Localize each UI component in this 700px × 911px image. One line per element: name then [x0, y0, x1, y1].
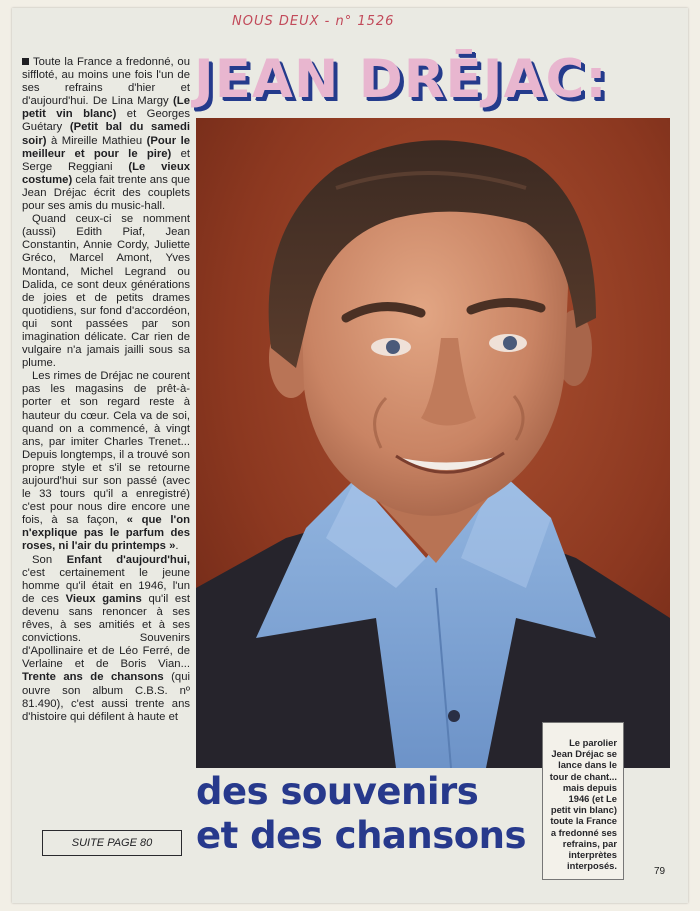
paragraph-2: Quand ceux-ci se nomment (aussi) Edith Piaf, Jean Constantin, Annie Cordy, Juliette Gréco, Marcel Amont, Yves Montand, Michel Legrand ou Dalida, ce sont deux générations de joies et de petits drames quotidiens, sur fond d'accordéon, qui sont passées par son imagination délicate. Car rien de vulgaire n'a jamais jailli sous sa plume.: [22, 213, 190, 370]
portrait-photo: [196, 118, 670, 768]
photo-caption: Le parolier Jean Dréjac se lance dans le tour de chant... mais depuis 1946 (et Le petit vin blanc) toute la France a fredonné ses refrains, par interprètes interposés.: [542, 722, 624, 880]
song-title: Trente ans de chansons: [22, 671, 164, 684]
song-title: Enfant d'aujourd'hui,: [66, 553, 190, 566]
song-title: (Petit bal du samedi soir): [22, 121, 190, 147]
text: Son: [32, 553, 67, 566]
portrait-illustration: [196, 118, 670, 768]
paragraph-4: [22, 554, 190, 724]
text: et Serge Reggiani: [22, 147, 190, 173]
text: qu'il est devenu sans renoncer à ses rêves, à ses amitiés et à ses convictions. Souvenirs d'Apollinaire et de Léo Ferré, de Verlaine et de Boris Vian...: [22, 592, 190, 671]
text: Les rimes de Dréjac ne courent pas les magasins de prêt-à-porter et son regard reste à hauteur du cœur. Cela va de soi, quand on a commencé, à vingt ans, par imiter Charles Trenet... Depuis longtemps, il a trouvé son propre style et s'il se retourne aujourd'hui sur son passé (avec le 33 tours qu'il a enregistré) c'est pour nous dire encore une fois, à sa façon,: [22, 370, 190, 527]
handwritten-note: NOUS DEUX - n° 1526: [232, 14, 395, 29]
text: c'est certainement le jeune homme qu'il était en 1946, l'un de ces: [22, 566, 190, 605]
text: (qui ouvre son album C.B.S. nº 81.490), c'est aussi trente ans d'histoire qui défilent à haute et: [22, 671, 190, 723]
paragraph-3: [22, 370, 190, 553]
subtitle-line-2: et des chansons: [196, 814, 527, 857]
song-title: (Pour le meilleur et pour le pire): [22, 134, 190, 160]
article-title: JEAN DRĒJAC:: [194, 49, 608, 110]
page-number: 79: [654, 866, 666, 877]
text: à Mireille Mathieu: [46, 134, 147, 147]
song-title: Vieux gamins: [65, 592, 142, 605]
song-title: (Le petit vin blanc): [22, 95, 190, 121]
continued-page-box: SUITE PAGE 80: [42, 830, 182, 856]
article-body: [22, 56, 190, 816]
quote: « que l'on n'explique pas le parfum des roses, ni l'air du printemps »: [22, 514, 190, 553]
paragraph-1: [22, 56, 190, 213]
text: Toute la France a fredonné, ou siffloté, au moins une fois l'un de ses refrains d'hier et d'aujourd'hui. De Lina Margy: [22, 56, 190, 108]
square-bullet-icon: [22, 58, 29, 65]
subtitle-line-1: des souvenirs: [196, 770, 479, 813]
text: cela fait trente ans que Jean Dréjac écrit des couplets pour ses amis du music-hall.: [22, 173, 190, 213]
text: et Georges Guétary: [22, 108, 190, 134]
article-subtitle: [196, 770, 536, 858]
text: .: [175, 540, 179, 553]
song-title: (Le vieux costume): [22, 160, 190, 186]
